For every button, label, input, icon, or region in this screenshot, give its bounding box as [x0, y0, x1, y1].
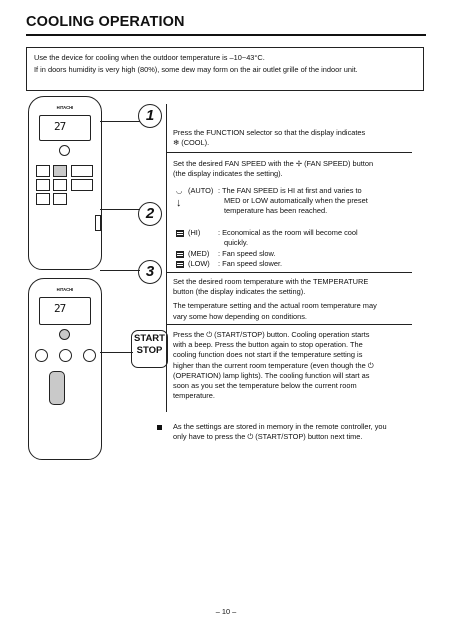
note-text [173, 422, 387, 442]
step-3-line-1: Set the desired room temperature with the TEMPERATURE [173, 277, 369, 286]
step-4-line-6: soon as you set the temperature below the current room [173, 381, 357, 391]
step-1-line-2: ❄ (COOL). [173, 138, 210, 148]
fan-auto-label: (AUTO) [188, 186, 214, 195]
temp-down-button[interactable] [36, 179, 50, 191]
remote-display-temperature-2: 27 [54, 302, 66, 315]
step-2-line-1: Set the desired FAN SPEED with the ✢ (FAN SPEED) button [173, 159, 374, 168]
note-line-2: only have to press the ⏻ (START/STOP) button next time. [173, 432, 363, 442]
step-4-line-4: higher than the current room temperature (even though the ⏻ [173, 360, 374, 370]
intro-box [26, 47, 424, 91]
fan-low-row [176, 259, 410, 269]
intro-line-1: Use the device for cooling when the outdoor temperature is –10~43°C. [34, 53, 265, 62]
step-3-number: 3 [138, 260, 162, 284]
start-stop-badge-start: START [134, 333, 165, 344]
fan-med-row [176, 249, 410, 259]
fan-med-label: (MED) [188, 249, 210, 258]
intro-line-2: If in doors humidity is very high (80%), some dew may form on the air outlet grille of the indoor unit. [34, 64, 358, 74]
page-number: – 10 – [215, 607, 237, 616]
cancel-button[interactable] [53, 193, 67, 205]
leader-line-3 [100, 270, 140, 271]
step-2-line-2: (the display indicates the setting). [173, 169, 283, 179]
round-button-right[interactable] [83, 349, 96, 362]
step-4-line-1: Press the ⏻ (START/STOP) button. Cooling operation starts [173, 330, 370, 339]
swing-button[interactable] [71, 179, 93, 191]
fan-hi-label: (HI) [188, 228, 201, 237]
step-3-separator [166, 324, 412, 325]
function-button[interactable] [36, 165, 50, 177]
step-divider [166, 104, 167, 412]
remote-controller-top [28, 96, 102, 270]
arrow-down-icon: ↓ [176, 197, 182, 209]
round-button-center[interactable] [59, 349, 72, 362]
temp-up-button[interactable] [53, 179, 67, 191]
remote-display-2 [39, 297, 91, 325]
fan-auto-desc-2: MED or LOW automatically when the preset [224, 196, 368, 205]
step-4-line-2: with a beep. Press the button again to stop operation. The [173, 340, 363, 350]
remote-brand-logo: HITACHI [56, 105, 74, 110]
sleep-button[interactable] [36, 193, 50, 205]
step-2-number: 2 [138, 202, 162, 226]
fan-hi-row [176, 228, 410, 248]
title-underline [26, 34, 426, 36]
round-button-left[interactable] [35, 349, 48, 362]
fan-low-desc: : Fan speed slower. [218, 259, 283, 268]
step-2-separator [166, 272, 412, 273]
fan-low-label: (LOW) [188, 259, 210, 268]
fan-hi-icon [176, 230, 184, 237]
remote-controller-bottom [28, 278, 102, 460]
step-1-separator [166, 152, 412, 153]
remote-brand-logo-2: HITACHI [56, 287, 74, 292]
start-stop-badge [131, 330, 168, 368]
fan-med-icon [176, 251, 184, 258]
step-3-line-3: The temperature setting and the actual room temperature may [173, 301, 377, 311]
step-3-text [173, 277, 377, 322]
leader-line-1 [100, 121, 140, 122]
step-4-line-7: temperature. [173, 391, 215, 401]
step-1-line-1: Press the FUNCTION selector so that the display indicates [173, 128, 366, 137]
temperature-button[interactable] [49, 371, 65, 405]
page-title: COOLING OPERATION [26, 14, 185, 30]
timer-button[interactable] [71, 165, 93, 177]
step-4-text [173, 330, 374, 401]
auto-fan-icon: ◡ [176, 186, 183, 195]
fan-auto-desc-3: temperature has been reached. [224, 206, 328, 215]
step-1-text [173, 128, 365, 148]
fan-low-icon [176, 261, 184, 268]
start-stop-button-2[interactable] [59, 329, 70, 340]
fan-auto-desc-1: : The FAN SPEED is HI at first and varies to [218, 186, 362, 195]
start-stop-button[interactable] [59, 145, 70, 156]
remote-display [39, 115, 91, 141]
fan-hi-desc-1: : Economical as the room will become cool [218, 228, 358, 237]
leader-line-4 [100, 352, 133, 353]
leader-line-2 [100, 209, 140, 210]
note-line-1: As the settings are stored in memory in the remote controller, you [173, 422, 387, 431]
step-4-line-3: cooling function does not start if the temperature setting is [173, 350, 363, 360]
fan-speed-button[interactable] [53, 165, 67, 177]
step-4-line-5: (OPERATION) lamp lights). The cooling function will start as [173, 370, 370, 380]
step-3-line-4: vary some how depending on conditions. [173, 311, 307, 321]
note-bullet [157, 425, 162, 430]
fan-med-desc: : Fan speed slow. [218, 249, 276, 258]
side-slider[interactable] [95, 215, 101, 231]
remote-display-temperature: 27 [54, 120, 66, 133]
step-1-number: 1 [138, 104, 162, 128]
start-stop-badge-stop: STOP [136, 345, 163, 356]
step-2-text [173, 159, 373, 179]
fan-auto-row [176, 186, 410, 226]
step-3-line-2: button (the display indicates the setting). [173, 287, 306, 297]
fan-hi-desc-2: quickly. [224, 238, 249, 247]
